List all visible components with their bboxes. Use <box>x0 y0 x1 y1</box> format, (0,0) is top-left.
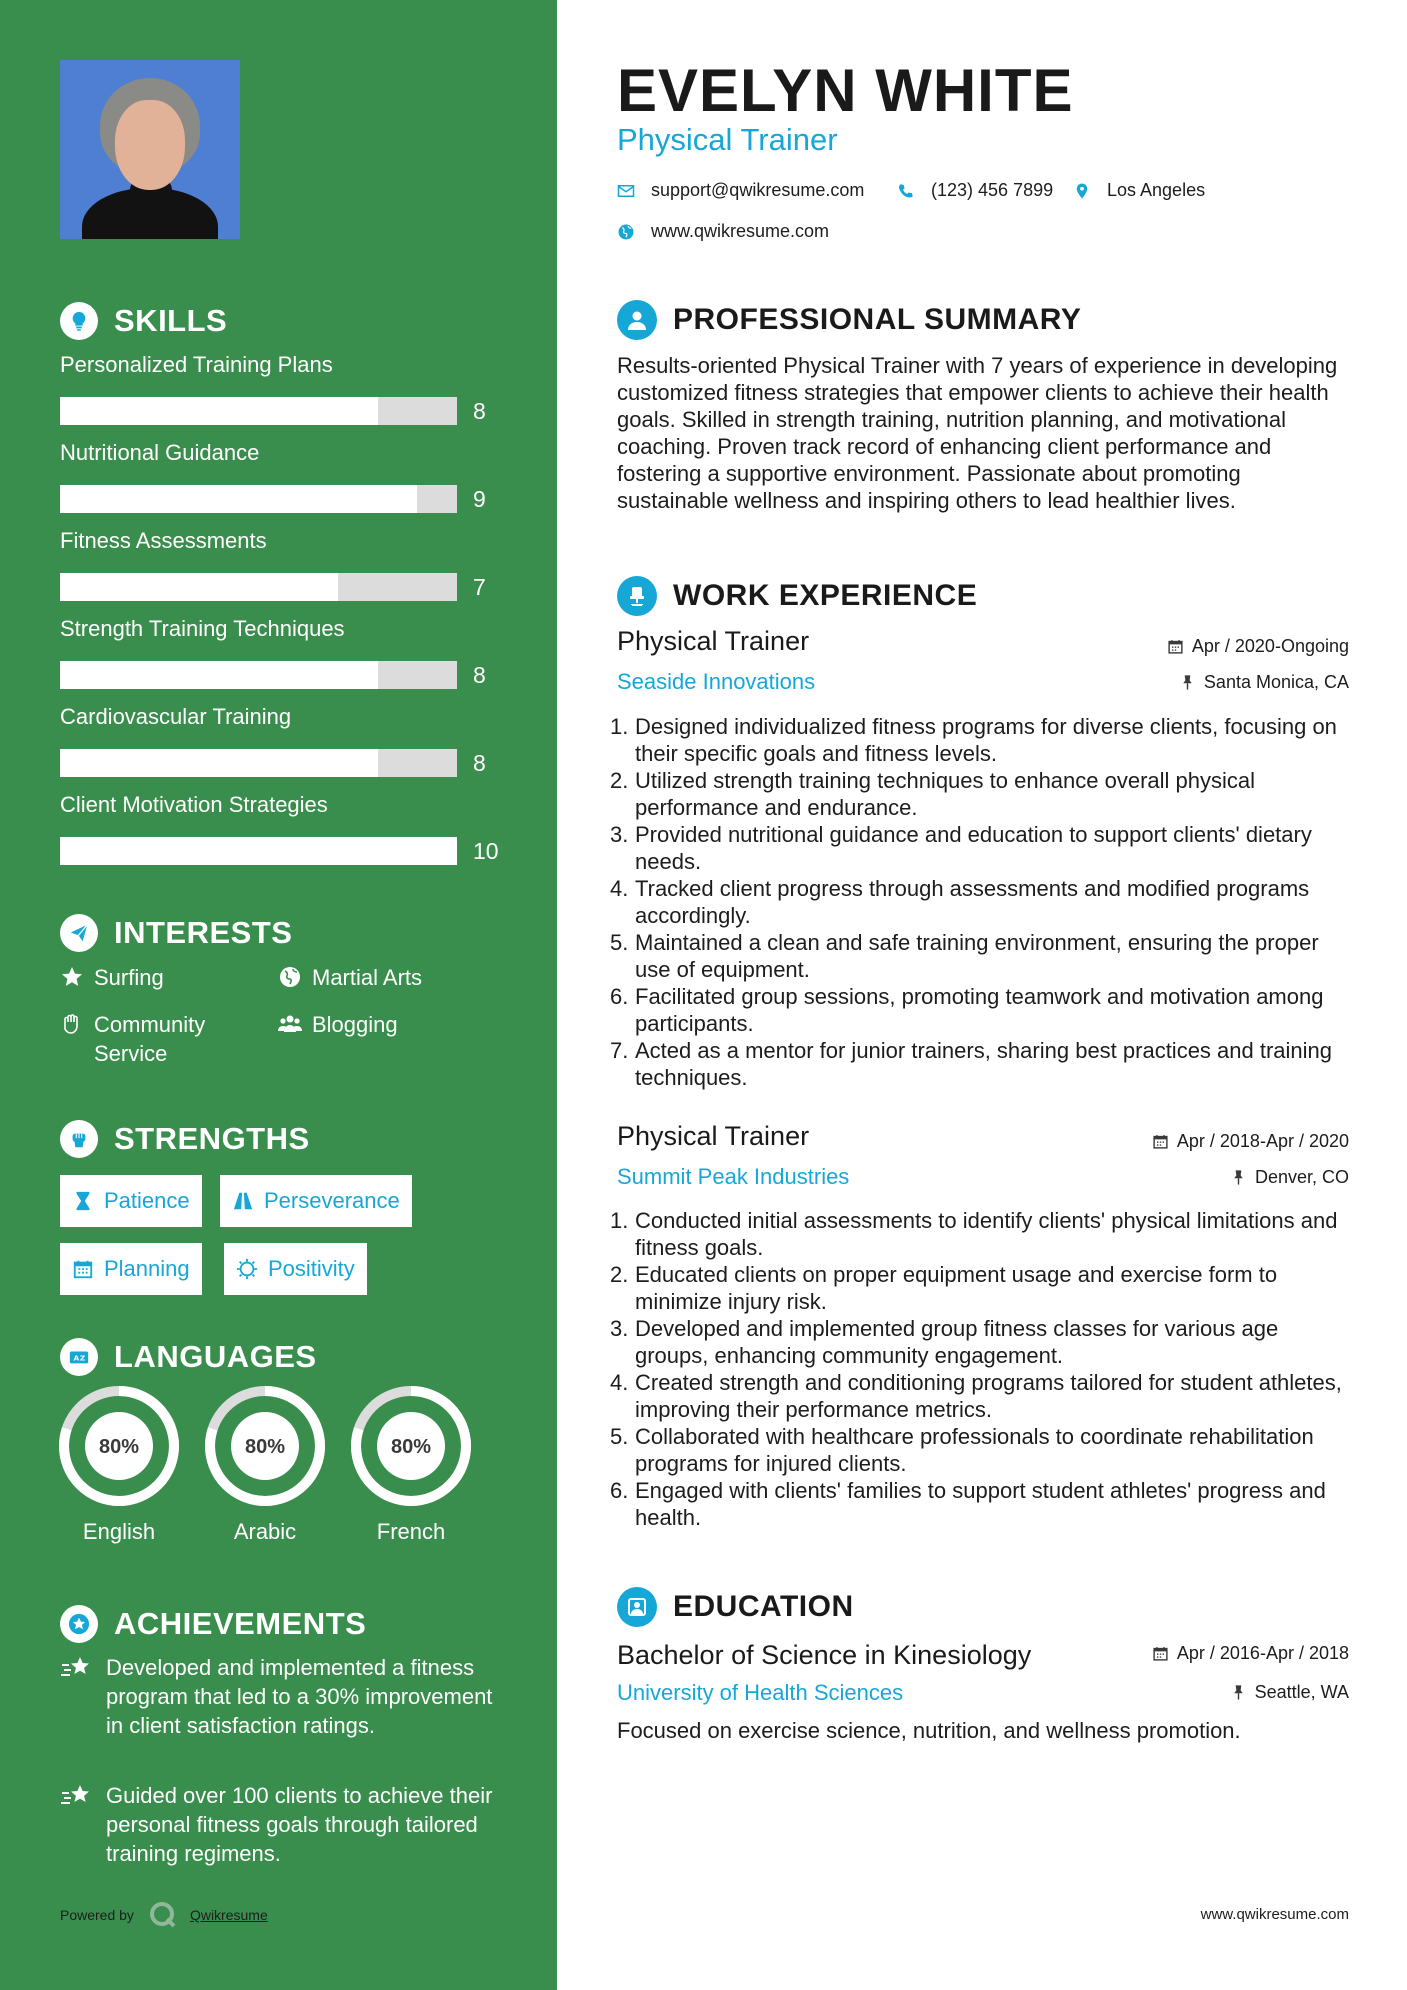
skill-item <box>60 440 500 512</box>
skill-label: Fitness Assessments <box>60 528 267 553</box>
sun-icon <box>236 1258 258 1280</box>
hourglass-icon <box>72 1190 94 1212</box>
list-item: 6. Facilitated group sessions, promoting teamwork and motivation among participants. <box>610 984 1324 1036</box>
list-item: 7. Acted as a mentor for junior trainers, sharing best practices and training techniques. <box>610 1038 1333 1090</box>
graduate-icon <box>617 1587 657 1627</box>
skill-item <box>60 704 500 776</box>
interest-item: Blogging <box>278 1010 508 1039</box>
list-item: 5. Collaborated with healthcare professionals to coordinate rehabilitation programs for injured clients. <box>610 1424 1314 1476</box>
education-heading: EDUCATION <box>617 1587 854 1627</box>
contact-location: Los Angeles <box>1073 180 1205 201</box>
skill-item <box>60 792 500 864</box>
list-item: 5. Maintained a clean and safe training environment, ensuring the proper use of equipment. <box>610 930 1319 982</box>
job-bullets <box>610 1207 1355 1531</box>
qwikresume-link[interactable]: Qwikresume <box>189 1907 268 1923</box>
language-ring <box>350 1385 472 1507</box>
translate-icon <box>60 1338 98 1376</box>
pushpin-icon <box>1179 674 1196 691</box>
svg-text:A: A <box>73 1353 80 1363</box>
star-icon <box>60 965 84 989</box>
job-dates: Apr / 2020-Ongoing <box>1167 636 1349 657</box>
job-company: Summit Peak Industries <box>617 1164 850 1189</box>
globe-icon <box>278 965 302 989</box>
list-item: 3. Developed and implemented group fitness classes for various age groups, enhancing community engagement. <box>610 1316 1279 1368</box>
skill-value: 7 <box>473 574 486 600</box>
skill-label: Client Motivation Strategies <box>60 792 328 817</box>
pushpin-icon <box>1230 1169 1247 1186</box>
education-location: Seattle, WA <box>1230 1682 1349 1703</box>
list-item: 3. Provided nutritional guidance and education to support clients' dietary needs. <box>610 822 1312 874</box>
pushpin-icon <box>1230 1684 1247 1701</box>
skill-bar <box>60 573 457 601</box>
hand-icon <box>60 1012 84 1036</box>
skill-value: 9 <box>473 486 486 512</box>
skill-label: Cardiovascular Training <box>60 704 292 729</box>
powered-by: Powered by Qwikresume <box>60 1900 268 1930</box>
svg-text:Z: Z <box>79 1353 86 1363</box>
skill-bar <box>60 749 457 777</box>
qwikresume-logo-icon <box>148 1900 178 1930</box>
language-item: 80% English <box>58 1385 180 1545</box>
globe-icon <box>617 223 635 241</box>
phone-icon <box>897 182 915 200</box>
list-item: 2. Educated clients on proper equipment usage and exercise form to minimize injury risk. <box>610 1262 1278 1314</box>
skill-value: 8 <box>473 750 486 776</box>
skill-label: Strength Training Techniques <box>60 616 345 641</box>
job-bullets <box>610 713 1355 1091</box>
svg-text:80%: 80% <box>98 1436 140 1458</box>
contact-website[interactable]: www.qwikresume.com <box>617 221 829 242</box>
star-badge-icon <box>60 1605 98 1643</box>
list-item: 4. Tracked client progress through assessments and modified programs accordingly. <box>610 876 1310 928</box>
candidate-name: EVELYN WHITE <box>617 57 1074 124</box>
lightbulb-icon <box>60 302 98 340</box>
skill-bar <box>60 485 457 513</box>
summary-text: Results-oriented Physical Trainer with 7 years of experience in developing customized fitness strategies that empower clients to achieve their health goals. Skilled in strength training, nutrition planning, and motivational coaching. Proven track record of enhancing client performance and fostering a supportive environment. Passionate about promoting sustainable wellness and inspiring others to lead healthier lives. <box>617 353 1338 513</box>
list-item: 1. Conducted initial assessments to identify clients' physical limitations and fitness goals. <box>610 1208 1338 1260</box>
summary-heading: PROFESSIONAL SUMMARY <box>617 300 1081 340</box>
interest-item: Surfing <box>60 963 260 992</box>
strengths-heading: STRENGTHS <box>60 1120 310 1158</box>
education-dates: Apr / 2016-Apr / 2018 <box>1152 1643 1349 1664</box>
strength-chip: Positivity <box>224 1243 367 1295</box>
road-icon <box>232 1190 254 1212</box>
skill-bar <box>60 837 457 865</box>
list-item: 4. Created strength and conditioning programs tailored for student athletes, improving their performance metrics. <box>610 1370 1342 1422</box>
skill-item <box>60 528 500 600</box>
school-name: University of Health Sciences <box>617 1680 904 1705</box>
paper-plane-icon <box>60 914 98 952</box>
languages-heading: A Z LANGUAGES <box>60 1338 317 1376</box>
interest-item: Martial Arts <box>278 963 508 992</box>
interests-heading: INTERESTS <box>60 914 292 952</box>
office-chair-icon <box>617 576 657 616</box>
candidate-role: Physical Trainer <box>617 122 838 157</box>
skill-bar <box>60 397 457 425</box>
sidebar <box>0 0 557 1990</box>
achievements-heading: ACHIEVEMENTS <box>60 1605 366 1643</box>
strength-chip: Patience <box>60 1175 202 1227</box>
calendar-icon <box>1152 1133 1169 1150</box>
svg-text:80%: 80% <box>390 1436 432 1458</box>
user-icon <box>617 300 657 340</box>
skill-label: Personalized Training Plans <box>60 352 333 377</box>
interest-item: Community Service <box>60 1010 260 1068</box>
fist-icon <box>60 1120 98 1158</box>
job-location: Denver, CO <box>1230 1167 1349 1188</box>
envelope-icon <box>617 182 635 200</box>
calendar-icon <box>1152 1645 1169 1662</box>
degree-title: Bachelor of Science in Kinesiology <box>617 1640 1032 1670</box>
skill-item <box>60 352 500 424</box>
svg-text:80%: 80% <box>244 1436 286 1458</box>
achievement-item: Developed and implemented a fitness program that led to a 30% improvement in client satisfaction ratings. <box>60 1653 500 1740</box>
shooting-star-icon <box>60 1781 94 1811</box>
skill-item <box>60 616 500 688</box>
list-item: 1. Designed individualized fitness programs for diverse clients, focusing on their specific goals and fitness levels. <box>610 714 1337 766</box>
experience-heading: WORK EXPERIENCE <box>617 576 977 616</box>
language-ring <box>58 1385 180 1507</box>
contact-phone[interactable]: (123) 456 7899 <box>897 180 1053 201</box>
skill-bar <box>60 661 457 689</box>
strength-chip: Perseverance <box>220 1175 412 1227</box>
job-title: Physical Trainer <box>617 1121 810 1151</box>
shooting-star-icon <box>60 1653 94 1683</box>
skill-label: Nutritional Guidance <box>60 440 260 465</box>
list-item: 6. Engaged with clients' families to support student athletes' progress and health. <box>610 1478 1326 1530</box>
skill-value: 8 <box>473 662 486 688</box>
list-item: 2. Utilized strength training techniques to enhance overall physical performance and endurance. <box>610 768 1256 820</box>
job-dates: Apr / 2018-Apr / 2020 <box>1152 1131 1349 1152</box>
map-pin-icon <box>1073 182 1091 200</box>
skills-heading: SKILLS <box>60 302 227 340</box>
job-company: Seaside Innovations <box>617 669 816 694</box>
profile-photo <box>60 60 240 239</box>
education-description: Focused on exercise science, nutrition, and wellness promotion. <box>617 1718 1241 1743</box>
calendar-icon <box>72 1258 94 1280</box>
job-title: Physical Trainer <box>617 626 810 656</box>
skill-value: 8 <box>473 398 486 424</box>
language-ring <box>204 1385 326 1507</box>
calendar-icon <box>1167 638 1184 655</box>
language-item: 80% Arabic <box>204 1385 326 1545</box>
language-item: 80% French <box>350 1385 472 1545</box>
strength-chip: Planning <box>60 1243 202 1295</box>
achievement-item: Guided over 100 clients to achieve their personal fitness goals through tailored training regimens. <box>60 1781 500 1868</box>
job-location: Santa Monica, CA <box>1179 672 1349 693</box>
footer-website[interactable]: www.qwikresume.com <box>1200 1906 1349 1923</box>
skill-value: 10 <box>473 838 499 864</box>
users-icon <box>278 1012 302 1036</box>
contact-email[interactable]: support@qwikresume.com <box>617 180 864 201</box>
